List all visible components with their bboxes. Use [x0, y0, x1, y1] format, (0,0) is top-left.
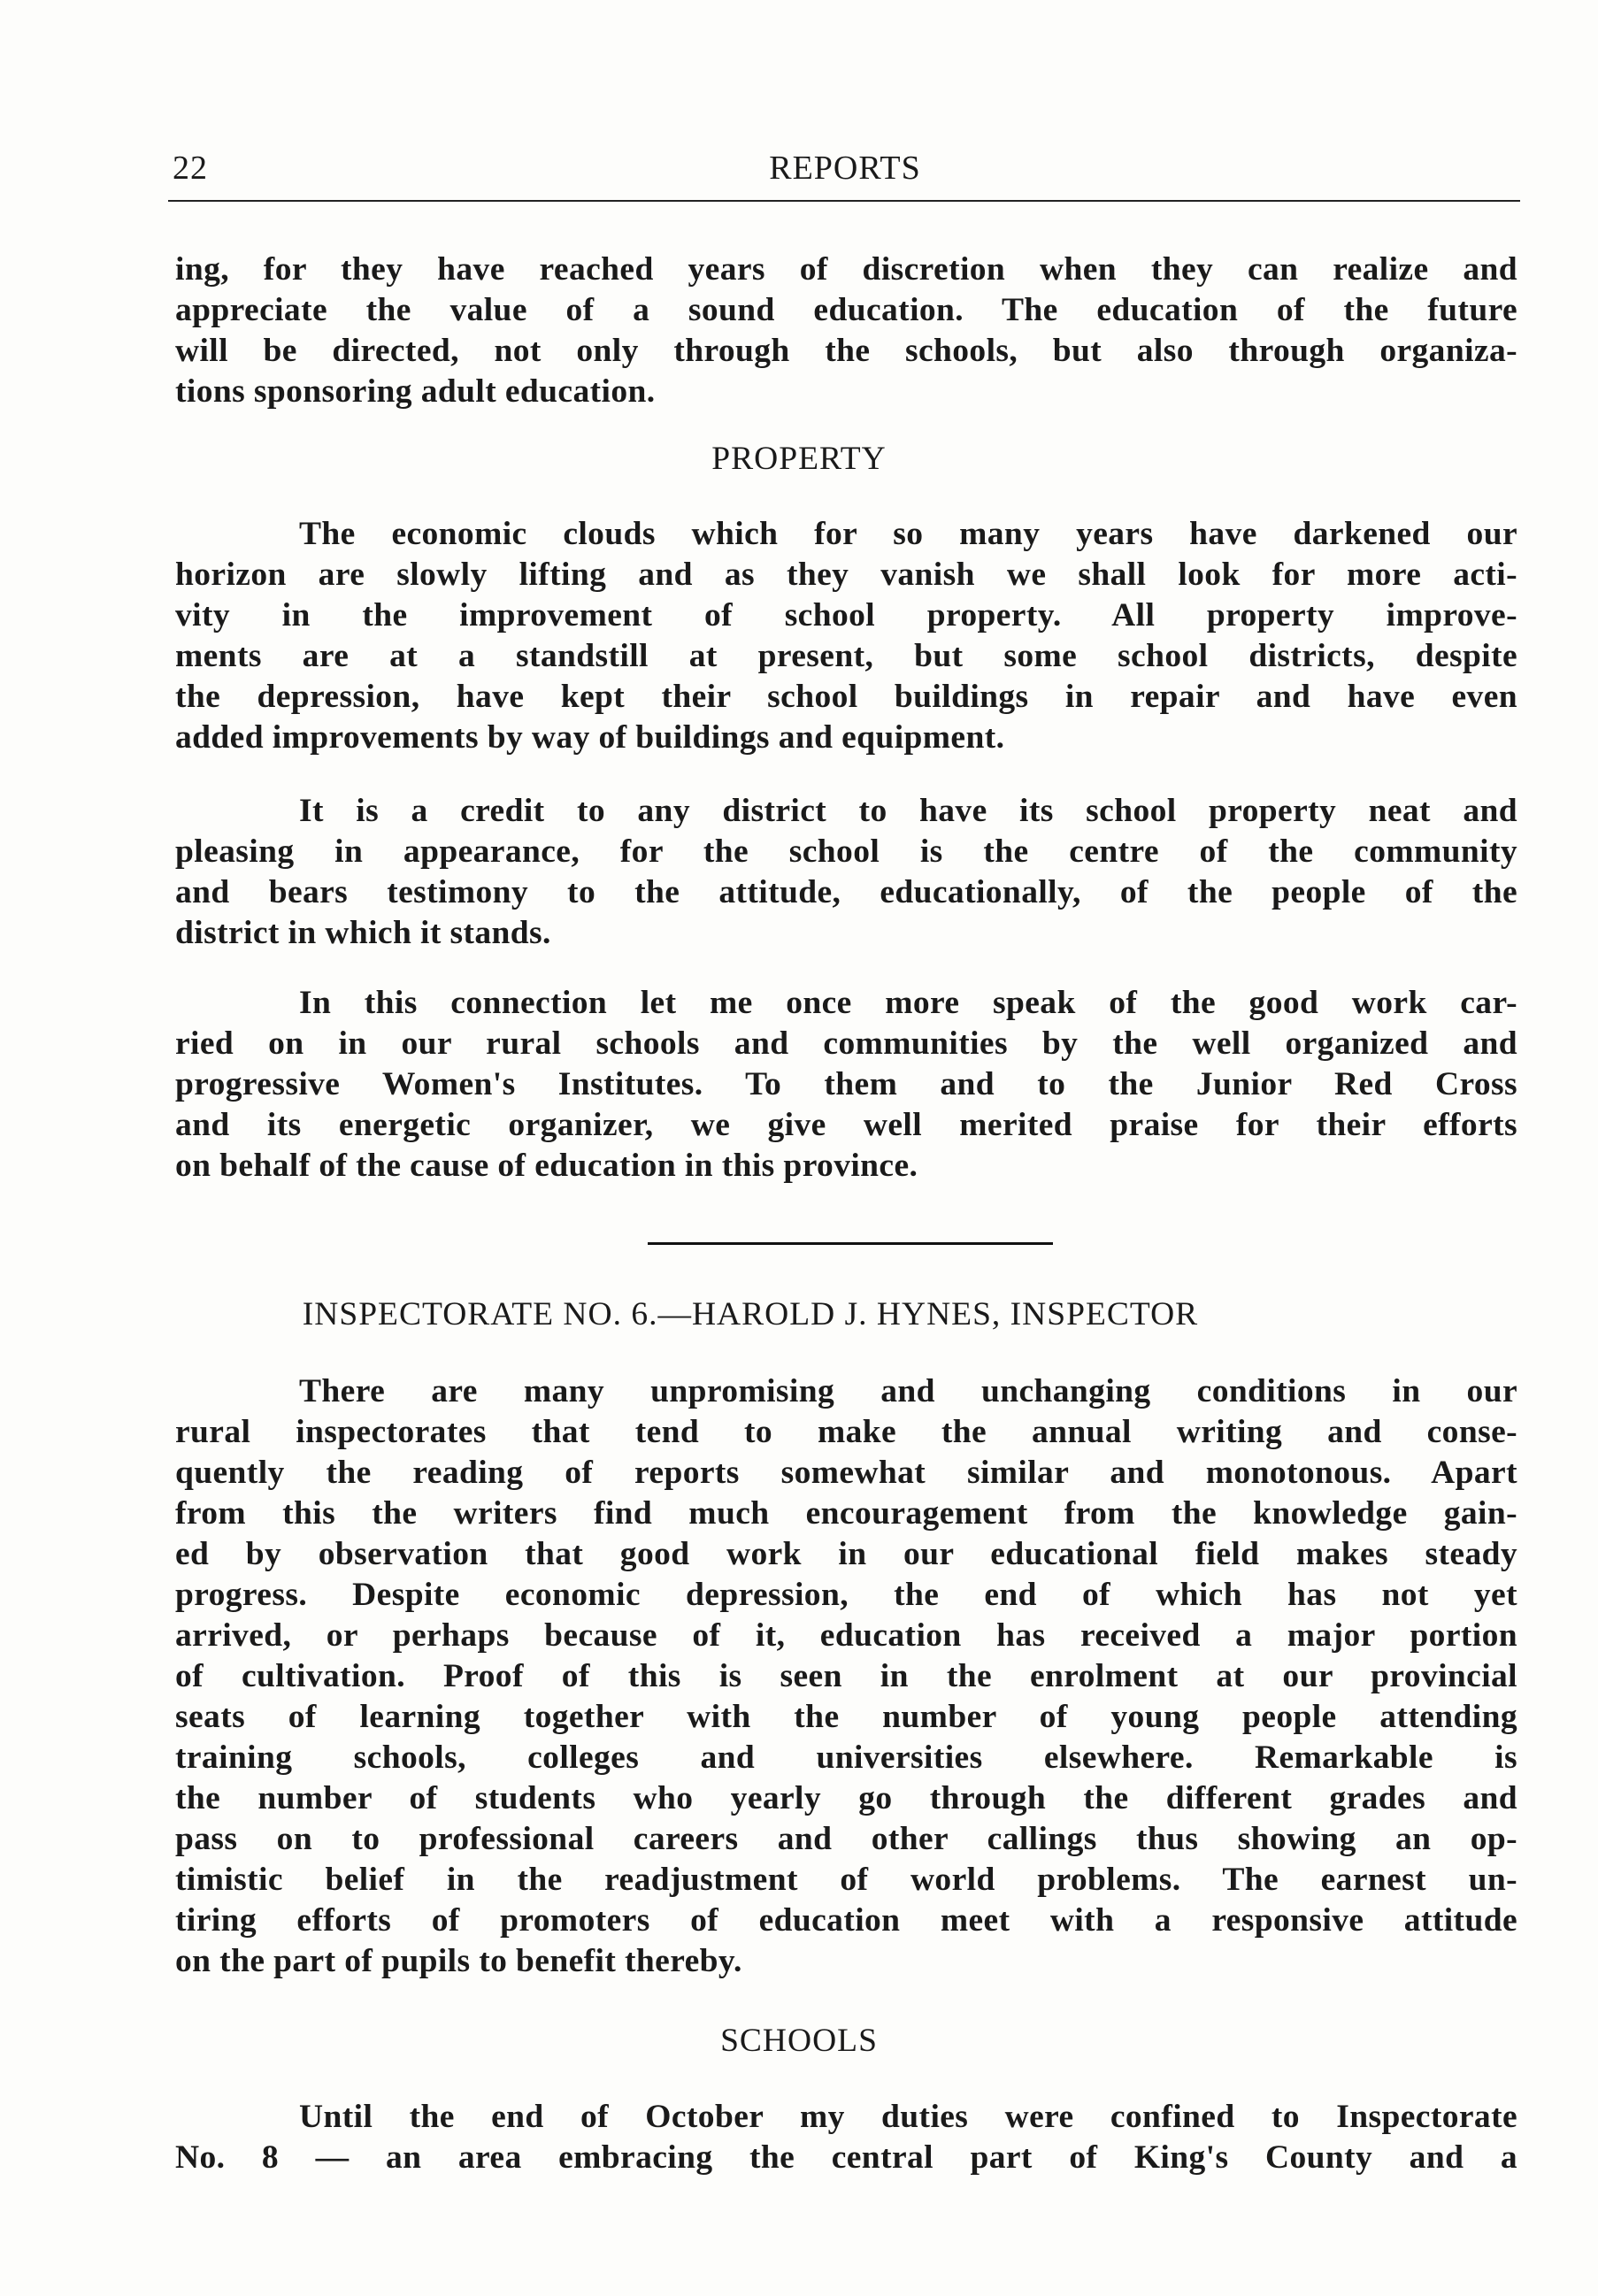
text-line: ing, for they have reached years of discretion when they can realize and	[175, 251, 1517, 288]
text-line: on behalf of the cause of education in this province.	[175, 1148, 918, 1184]
property-paragraph-3	[175, 983, 1517, 1186]
schools-paragraph	[175, 2097, 1517, 2178]
inspectorate-paragraph	[175, 1371, 1517, 1982]
text-line: progress. Despite economic depression, the end of which has not yet	[175, 1577, 1517, 1613]
text-line: will be directed, not only through the schools, but also through organiza-	[175, 333, 1517, 369]
text-line: pass on to professional careers and other callings thus showing an op-	[175, 1821, 1517, 1857]
text-line: ments are at a standstill at present, but some school districts, despite	[175, 638, 1517, 674]
page-number: 22	[173, 150, 208, 187]
section-heading-schools: SCHOOLS	[720, 2023, 878, 2059]
header-rule	[168, 200, 1520, 202]
text-line: tions sponsoring adult education.	[175, 373, 656, 410]
text-line: of cultivation. Proof of this is seen in the enrolment at our provincial	[175, 1658, 1517, 1694]
text-line: from this the writers find much encouragement from the knowledge gain-	[175, 1495, 1517, 1532]
text-line: district in which it stands.	[175, 915, 551, 951]
running-head	[173, 149, 1517, 193]
property-paragraph-2	[175, 791, 1517, 954]
property-paragraph-1	[175, 514, 1517, 758]
text-line: ried on in our rural schools and communities by the well organized and	[175, 1025, 1517, 1062]
text-line: The economic clouds which for so many years have darkened our	[299, 516, 1517, 552]
text-line: arrived, or perhaps because of it, education has received a major portion	[175, 1617, 1517, 1654]
text-line: progressive Women's Institutes. To them and to the Junior Red Cross	[175, 1066, 1517, 1102]
text-line: It is a credit to any district to have its school property neat and	[299, 793, 1517, 829]
text-line: horizon are slowly lifting and as they vanish we shall look for more acti-	[175, 557, 1517, 593]
text-line: vity in the improvement of school property. All property improve-	[175, 597, 1517, 634]
section-divider	[648, 1242, 1053, 1245]
running-title: REPORTS	[769, 150, 921, 187]
text-line: In this connection let me once more speak of the good work car-	[299, 985, 1517, 1021]
intro-paragraph	[175, 250, 1517, 412]
text-line: No. 8 — an area embracing the central part of King's County and a	[175, 2139, 1517, 2176]
text-line: the depression, have kept their school buildings in repair and have even	[175, 679, 1517, 715]
text-line: quently the reading of reports somewhat similar and monotonous. Apart	[175, 1455, 1517, 1491]
text-line: pleasing in appearance, for the school is the centre of the community	[175, 833, 1517, 870]
text-line: on the part of pupils to benefit thereby.	[175, 1943, 742, 1979]
section-heading-property: PROPERTY	[711, 441, 887, 477]
text-line: tiring efforts of promoters of education meet with a responsive attitude	[175, 1902, 1517, 1939]
text-line: rural inspectorates that tend to make the annual writing and conse-	[175, 1414, 1517, 1450]
text-line: ed by observation that good work in our educational field makes steady	[175, 1536, 1517, 1572]
text-line: and its energetic organizer, we give well merited praise for their efforts	[175, 1107, 1517, 1143]
text-line: training schools, colleges and universities elsewhere. Remarkable is	[175, 1739, 1517, 1776]
text-line: the number of students who yearly go through the different grades and	[175, 1780, 1517, 1816]
text-line: seats of learning together with the number of young people attending	[175, 1699, 1517, 1735]
text-line: timistic belief in the readjustment of world problems. The earnest un-	[175, 1862, 1517, 1898]
text-line: and bears testimony to the attitude, educationally, of the people of the	[175, 874, 1517, 910]
section-heading-inspectorate: INSPECTORATE NO. 6.—HAROLD J. HYNES, INSPECTOR	[302, 1296, 1199, 1332]
text-line: There are many unpromising and unchanging conditions in our	[299, 1373, 1517, 1409]
text-line: added improvements by way of buildings and equipment.	[175, 719, 1005, 756]
text-line: Until the end of October my duties were confined to Inspectorate	[299, 2099, 1517, 2135]
text-line: appreciate the value of a sound education. The education of the future	[175, 292, 1517, 328]
